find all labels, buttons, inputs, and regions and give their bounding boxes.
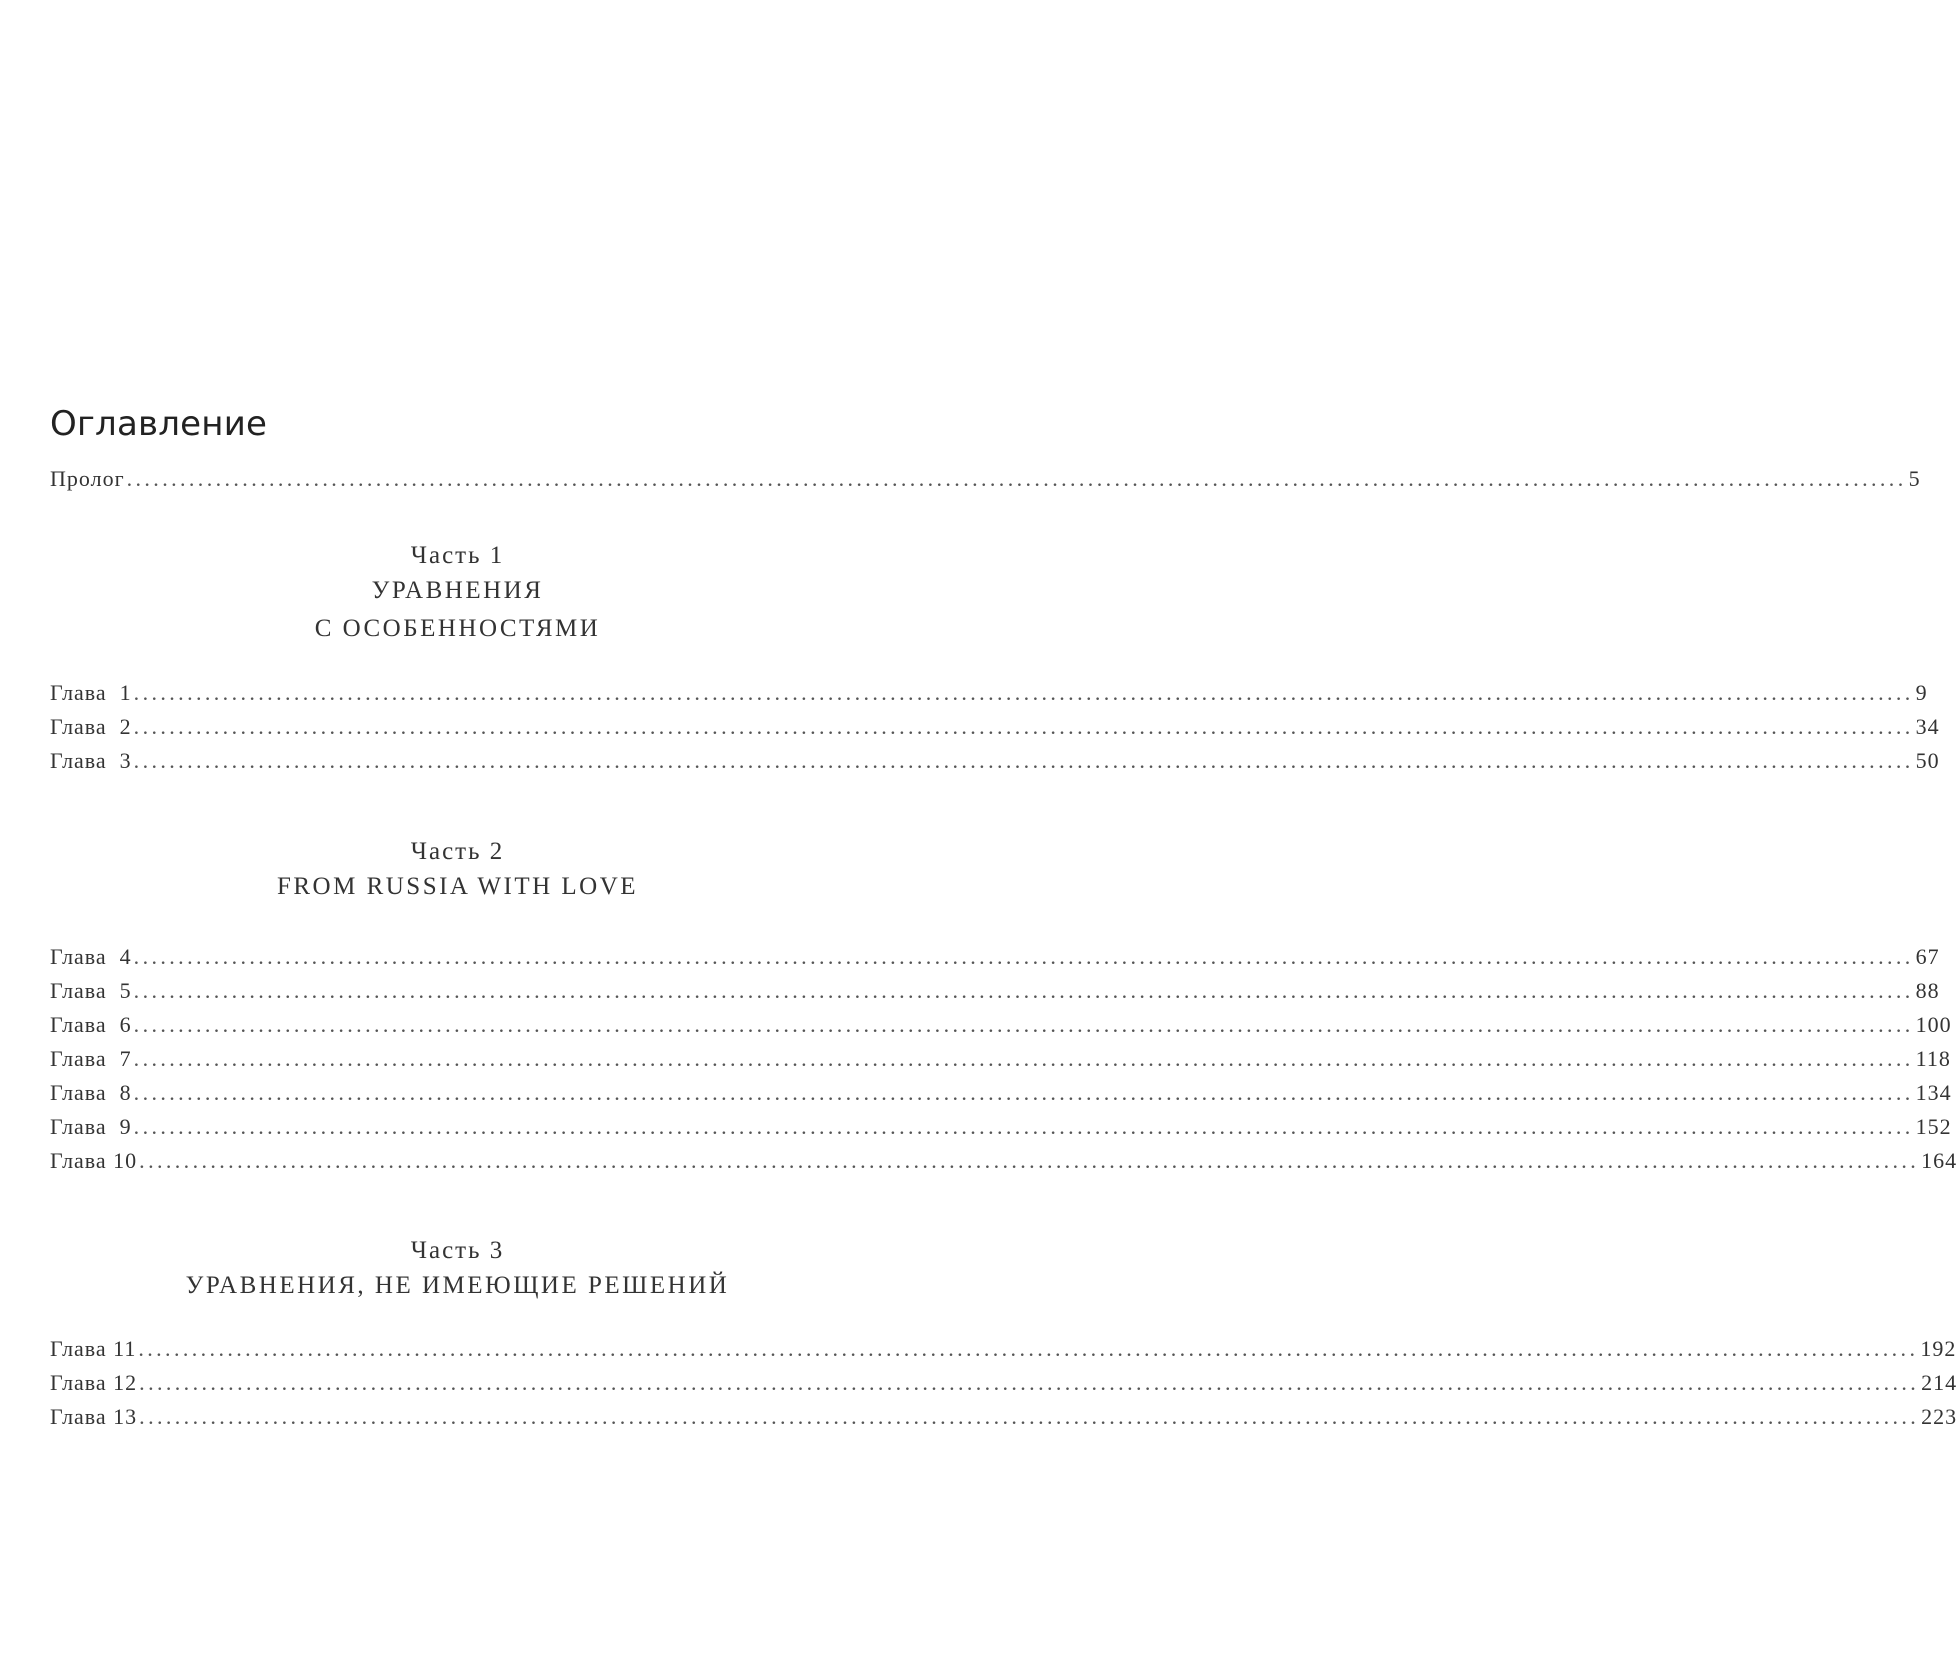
- entry-page-number: 34: [1915, 714, 1940, 739]
- dot-leader: ........................................................................................................................................................................................................: [133, 680, 1914, 705]
- dot-leader: ........................................................................................................................................................................................................: [133, 978, 1914, 1003]
- entry-page-number: 192: [1920, 1336, 1957, 1361]
- toc-entry-chapter: [50, 680, 1928, 712]
- entry-page-number: 67: [1915, 944, 1940, 969]
- toc-entry-chapter: [50, 978, 1940, 1010]
- entry-label: Глава 6: [50, 1012, 132, 1037]
- part-1-heading: [50, 540, 865, 648]
- dot-leader: ........................................................................................................................................................................................................: [133, 1080, 1914, 1105]
- entry-label: Глава 11: [50, 1336, 137, 1361]
- entry-page-number: 223: [1921, 1404, 1957, 1429]
- entry-page-number: 152: [1915, 1114, 1952, 1139]
- entry-label: Глава 2: [50, 714, 132, 739]
- entry-label: Глава 4: [50, 944, 132, 969]
- entry-label: Глава 9: [50, 1114, 132, 1139]
- part-2-heading: [50, 836, 865, 906]
- entry-page-number: 9: [1915, 680, 1928, 705]
- toc-entry-chapter: [50, 1114, 1952, 1146]
- part-3-heading: [50, 1235, 865, 1305]
- part-title-line: FROM RUSSIA WITH LOVE: [276, 873, 639, 900]
- entry-label: Глава 8: [50, 1080, 132, 1105]
- dot-leader: ........................................................................................................................................................................................................: [133, 944, 1914, 969]
- toc-entry-chapter: [50, 1046, 1951, 1078]
- part-label: Часть 3: [410, 1237, 505, 1264]
- toc-entry-chapter: [50, 714, 1940, 746]
- dot-leader: ........................................................................................................................................................................................................: [133, 1012, 1914, 1037]
- dot-leader: ........................................................................................................................................................................................................: [126, 466, 1907, 491]
- toc-entry-chapter: [50, 1404, 1957, 1436]
- entry-page-number: 5: [1908, 466, 1921, 491]
- entry-label: Глава 10: [50, 1148, 138, 1173]
- part-title-line: УРАВНЕНИЯ: [371, 577, 544, 604]
- entry-page-number: 88: [1915, 978, 1940, 1003]
- dot-leader: ........................................................................................................................................................................................................: [133, 1114, 1914, 1139]
- entry-page-number: 100: [1915, 1012, 1952, 1037]
- entry-page-number: 118: [1915, 1046, 1951, 1071]
- entry-page-number: 134: [1915, 1080, 1952, 1105]
- toc-title: Оглавление: [50, 404, 268, 444]
- entry-page-number: 164: [1921, 1148, 1957, 1173]
- toc-entry-chapter: [50, 944, 1940, 976]
- toc-entry-chapter: [50, 1370, 1957, 1402]
- dot-leader: ........................................................................................................................................................................................................: [133, 714, 1914, 739]
- part-title-line: С ОСОБЕННОСТЯМИ: [314, 615, 601, 642]
- dot-leader: ........................................................................................................................................................................................................: [139, 1370, 1920, 1395]
- toc-entry-chapter: [50, 1080, 1952, 1112]
- entry-label: Глава 1: [50, 680, 132, 705]
- entry-label: Глава 13: [50, 1404, 138, 1429]
- part-label: Часть 2: [410, 838, 505, 865]
- toc-entry-chapter: [50, 1148, 1957, 1180]
- entry-page-number: 214: [1921, 1370, 1957, 1395]
- toc-entry-chapter: [50, 748, 1940, 780]
- entry-label: Глава 7: [50, 1046, 132, 1071]
- part-title-line: УРАВНЕНИЯ, НЕ ИМЕЮЩИЕ РЕШЕНИЙ: [185, 1272, 730, 1299]
- dot-leader: ........................................................................................................................................................................................................: [138, 1336, 1919, 1361]
- entry-page-number: 50: [1915, 748, 1940, 773]
- toc-entry-chapter: [50, 1336, 1957, 1368]
- dot-leader: ........................................................................................................................................................................................................: [139, 1404, 1920, 1429]
- dot-leader: ........................................................................................................................................................................................................: [133, 748, 1914, 773]
- toc-entry-chapter: [50, 1012, 1952, 1044]
- entry-label: Пролог: [50, 466, 125, 491]
- dot-leader: ........................................................................................................................................................................................................: [133, 1046, 1914, 1071]
- part-label: Часть 1: [410, 542, 505, 569]
- toc-entry-prologue: [50, 466, 1921, 498]
- entry-label: Глава 3: [50, 748, 132, 773]
- entry-label: Глава 5: [50, 978, 132, 1003]
- entry-label: Глава 12: [50, 1370, 138, 1395]
- dot-leader: ........................................................................................................................................................................................................: [139, 1148, 1920, 1173]
